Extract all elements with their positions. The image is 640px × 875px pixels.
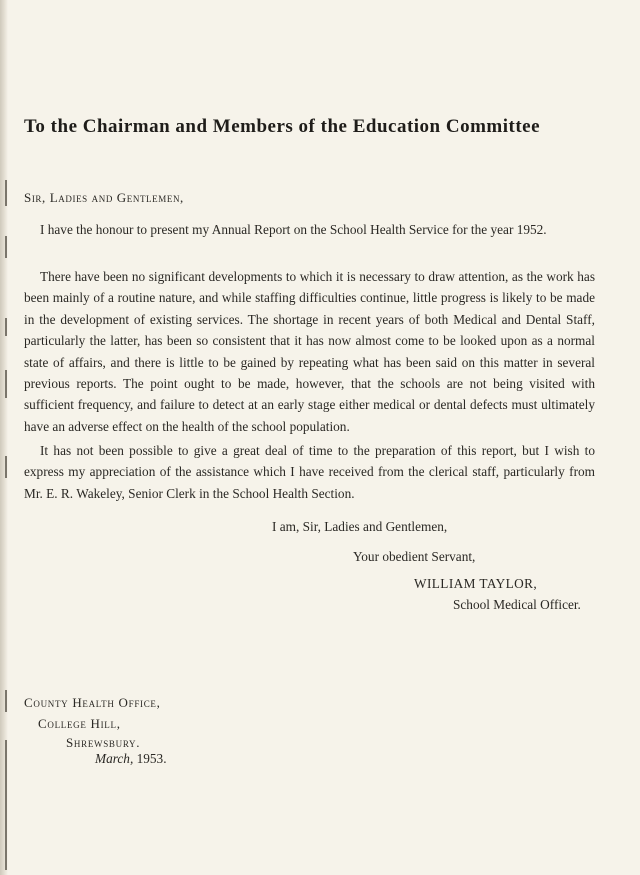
address-office: County Health Office, bbox=[24, 695, 161, 710]
letter-title: To the Chairman and Members of the Education Committee bbox=[24, 116, 541, 137]
date-year: 1953. bbox=[136, 751, 167, 766]
letter-date bbox=[95, 751, 167, 767]
page-binding-edge bbox=[0, 0, 8, 875]
address-street: College Hill, bbox=[38, 716, 121, 731]
closing-greeting: I am, Sir, Ladies and Gentlemen, bbox=[272, 519, 448, 534]
binding-mark bbox=[5, 180, 7, 206]
paragraph-developments: There have been no significant developments to which it is necessary to draw attention, as the work has been mainly of a routine nature, and while staffing difficulties continue, little progress is likely to be made in the development of existing services. The shortage in recent years of both Medical and Dental Staff, particularly the latter, has been so consistent that it has now almost come to be looked upon as a normal state of affairs, and there is little to be gained by repeating what has been said on this matter in several previous reports. The point ought to be made, however, that the schools are not being visited with sufficient frequency, and failure to detect at an early stage either medical or dental defects must ultimately have an adverse effect on the health of the school population. bbox=[24, 269, 595, 434]
salutation: Sir, Ladies and Gentlemen, bbox=[24, 190, 184, 205]
binding-mark bbox=[5, 236, 7, 258]
paragraph-intro: I have the honour to present my Annual Report on the School Health Service for the year 1952. bbox=[40, 222, 547, 237]
date-month: March, bbox=[95, 751, 134, 766]
signature-position: School Medical Officer. bbox=[453, 597, 581, 612]
closing-servant: Your obedient Servant, bbox=[353, 549, 476, 564]
binding-mark bbox=[5, 318, 7, 336]
binding-mark bbox=[5, 370, 7, 398]
binding-mark bbox=[5, 456, 7, 478]
binding-mark bbox=[5, 740, 7, 870]
address-town: Shrewsbury. bbox=[66, 735, 141, 750]
signature-name: WILLIAM TAYLOR, bbox=[414, 576, 538, 591]
paragraph-acknowledgement: It has not been possible to give a great deal of time to the preparation of this report, but I wish to express my appreciation of the assistance which I have received from the clerical staff, particularly from Mr. E. R. Wakeley, Senior Clerk in the School Health Section. bbox=[24, 443, 595, 501]
binding-mark bbox=[5, 690, 7, 712]
